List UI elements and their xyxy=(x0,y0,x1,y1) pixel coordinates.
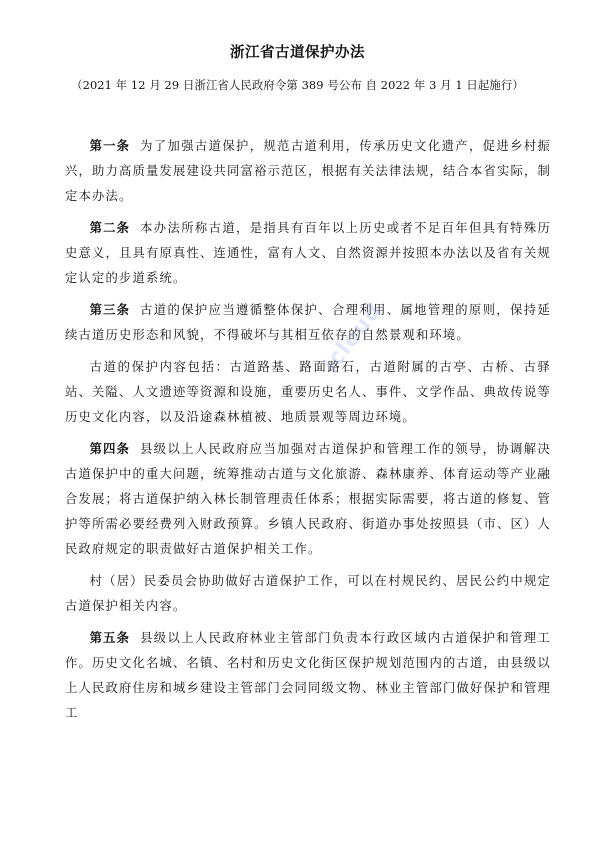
paragraph-article-2 xyxy=(65,216,551,291)
paragraph-article-1 xyxy=(65,134,551,209)
document-title: 浙江省古道保护办法 xyxy=(230,45,365,61)
watermark: icloud xyxy=(318,298,388,378)
document-body xyxy=(65,134,551,733)
article-number: 第二条 xyxy=(89,221,131,235)
article-number: 第三条 xyxy=(89,303,131,317)
article-number: 第四条 xyxy=(89,442,131,456)
paragraph-article-4 xyxy=(65,437,551,562)
paragraph-article-4-continued xyxy=(65,569,551,619)
document-subtitle: （2021 年 12 月 29 日浙江省人民政府令第 389 号公布 自 2022 年 3 月 1 日起施行） xyxy=(71,78,524,92)
article-text: 为了加强古道保护，规范古道利用，传承历史文化遗产，促进乡村振兴，助力高质量发展建设共同富裕示范区，根据有关法律法规，结合本省实际，制定本办法。 xyxy=(65,139,551,203)
article-text: 县级以上人民政府林业主管部门负责本行政区域内古道保护和管理工作。历史文化名城、名镇、名村和历史文化街区保护规划范围内的古道，由县级以上人民政府住房和城乡建设主管部门会同同级文物、林业主管部门做好保护和管理工 xyxy=(65,631,551,720)
paragraph-article-3-continued xyxy=(65,355,551,430)
article-number: 第一条 xyxy=(89,139,131,153)
paragraph-article-5 xyxy=(65,626,551,726)
article-text: 古道的保护内容包括：古道路基、路面路石，古道附属的古亭、古桥、古驿站、关隘、人文遗迹等资源和设施，重要历史名人、事件、文学作品、典故传说等历史文化内容，以及沿途森林植被、地质景观等周边环境。 xyxy=(65,360,551,424)
article-text: 本办法所称古道，是指具有百年以上历史或者不足百年但具有特殊历史意义，且具有原真性、连通性，富有人文、自然资源并按照本办法以及省有关规定认定的步道系统。 xyxy=(65,221,551,285)
paragraph-article-3 xyxy=(65,298,551,348)
article-number: 第五条 xyxy=(89,631,131,645)
article-text: 县级以上人民政府应当加强对古道保护和管理工作的领导，协调解决古道保护中的重大问题，统筹推动古道与文化旅游、森林康养、体育运动等产业融合发展；将古道保护纳入林长制管理责任体系；根据实际需要，将古道的修复、管护等所需必要经费列入财政预算。乡镇人民政府、街道办事处按照县（市、区）人民政府规定的职责做好古道保护相关工作。 xyxy=(65,442,551,556)
article-text: 村（居）民委员会协助做好古道保护工作，可以在村规民约、居民公约中规定古道保护相关内容。 xyxy=(65,574,551,613)
article-text: 古道的保护应当遵循整体保护、合理利用、属地管理的原则，保持延续古道历史形态和风貌，不得破坏与其相互依存的自然景观和环境。 xyxy=(65,303,551,342)
